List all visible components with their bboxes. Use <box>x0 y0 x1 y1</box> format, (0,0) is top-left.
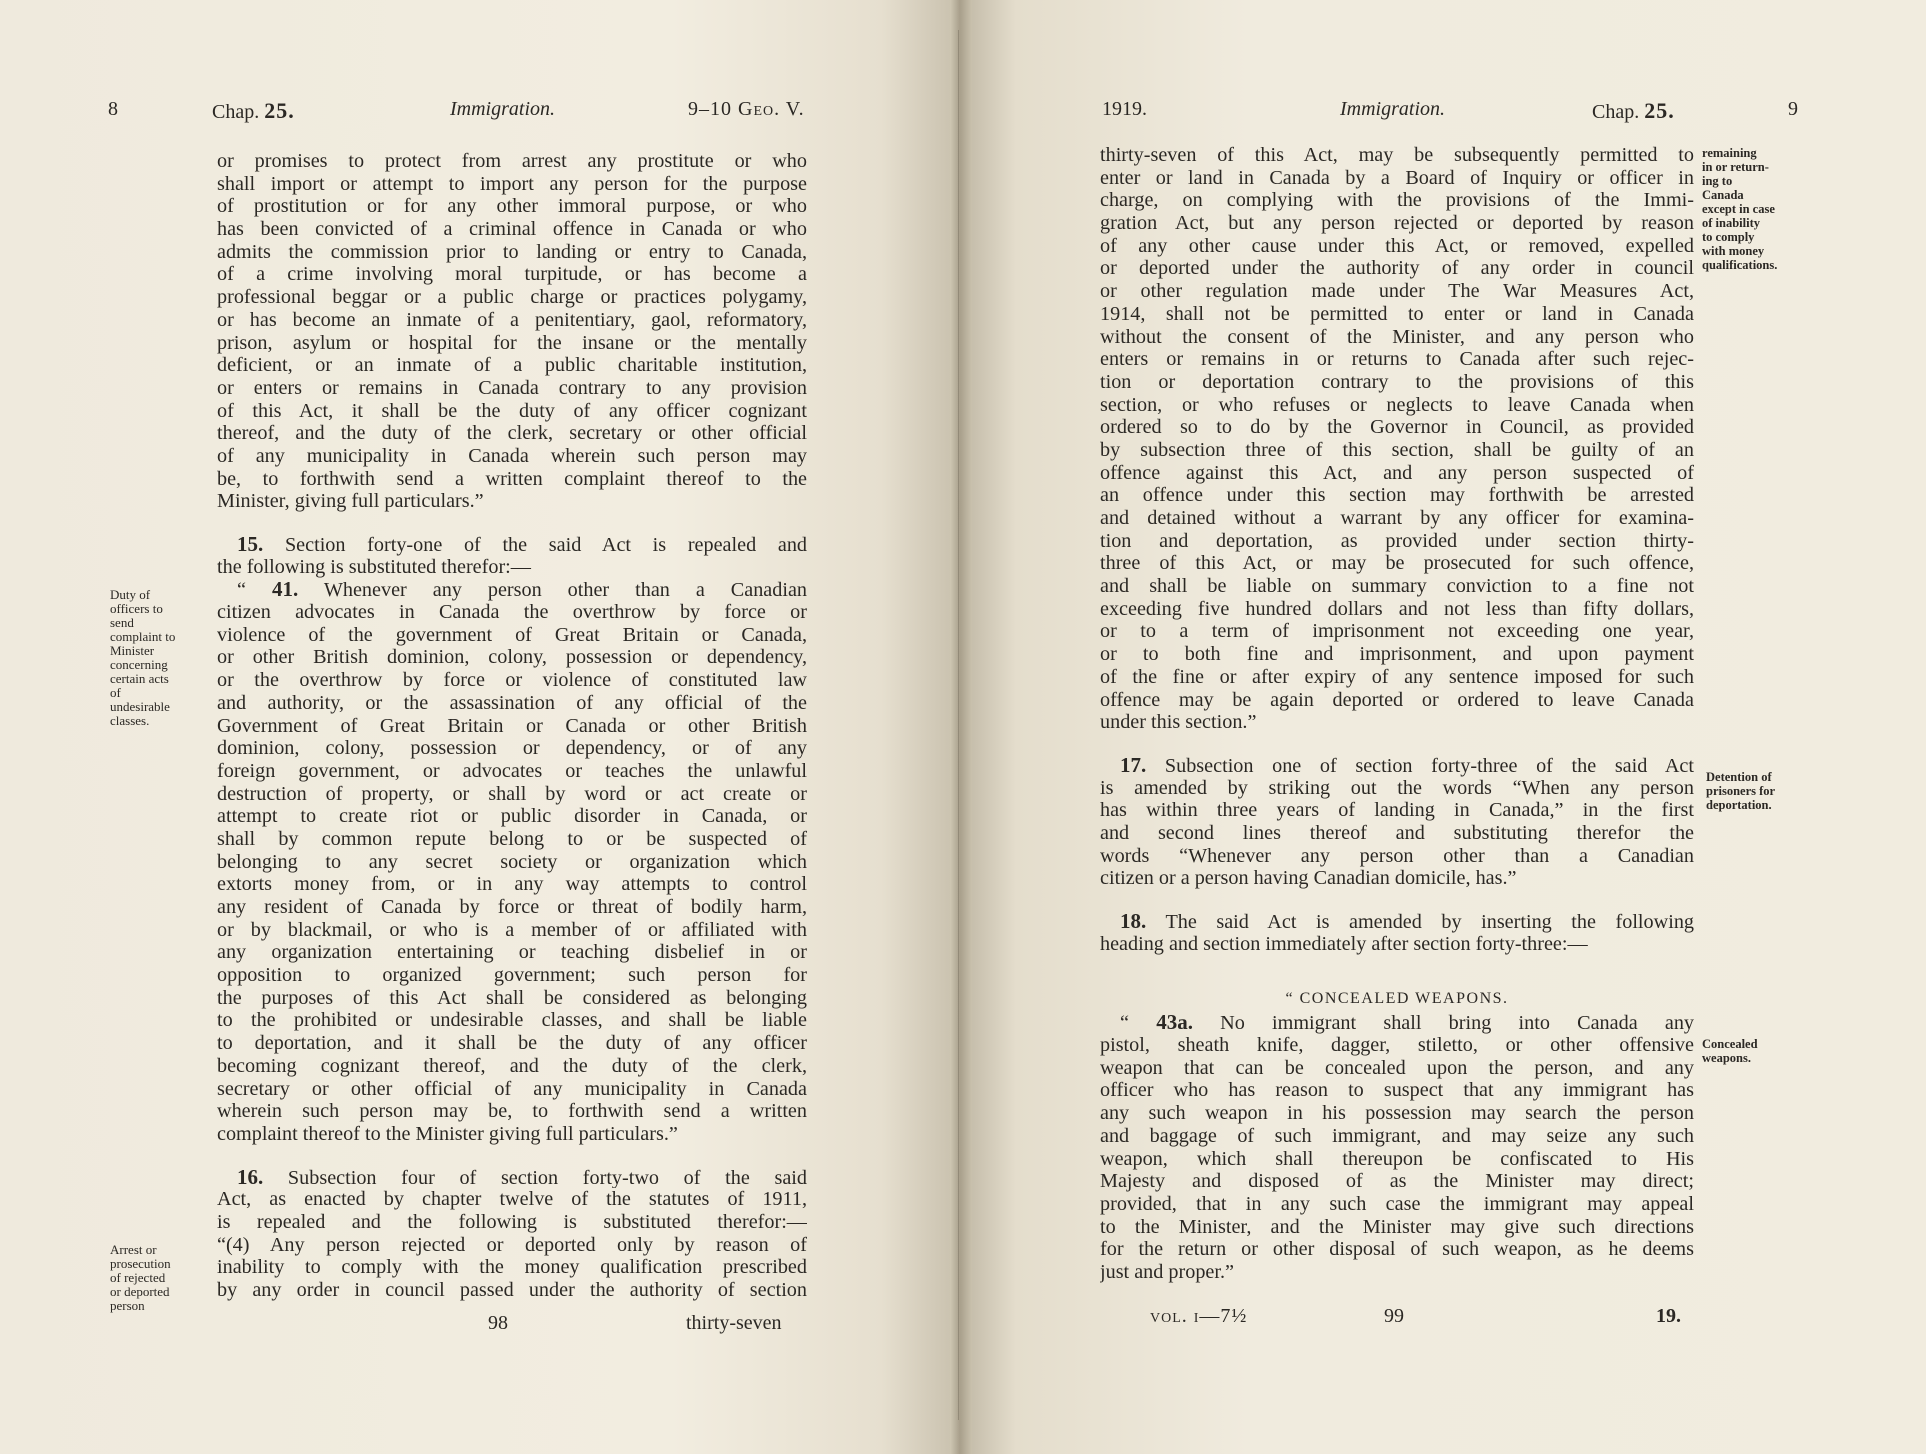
text-line: weapon, which shall thereupon be confiscated to His <box>1100 1147 1694 1170</box>
section-16-first-line <box>217 1166 807 1189</box>
text-line: attempt to create riot or public disorder in Canada, or <box>217 805 807 828</box>
text-line: wherein such person may be, to forthwith send a written <box>217 1100 807 1123</box>
text-line: tion or deportation contrary to the provisions of this <box>1100 370 1694 393</box>
text-line: for the return or other disposal of such weapon, as he deems <box>1100 1238 1694 1261</box>
text-line: to deportation, and it shall be the duty of any officer <box>217 1032 807 1055</box>
text-line: weapon that can be concealed upon the person, and any <box>1100 1056 1694 1079</box>
right-catchword: 19. <box>1656 1305 1681 1327</box>
text-line: provided, that in any such case the immigrant may appeal <box>1100 1192 1694 1215</box>
section-17 <box>1100 754 1694 890</box>
section-18-line: heading and section immediately after section forty-three:— <box>1100 932 1588 955</box>
margin-note-duty-of-officers: Duty of officers to send complaint to Minister concerning certain acts of undesirable classes. <box>110 587 176 728</box>
text-line: any such weapon in his possession may search the person <box>1100 1102 1694 1125</box>
text-line: the purposes of this Act shall be considered as belonging <box>217 986 807 1009</box>
text-line: thereof, and the duty of the clerk, secretary or other official <box>217 422 807 445</box>
right-year: 1919. <box>1102 98 1147 120</box>
text-line: by any order in council passed under the authority of section <box>217 1279 807 1301</box>
text-line: 1914, shall not be permitted to enter or land in Canada <box>1100 302 1694 325</box>
text-line: be, to forthwith send a written complaint thereof to the <box>217 467 807 490</box>
text-line: of prostitution or for any other immoral purpose, or who <box>217 195 807 218</box>
text-line: pistol, sheath knife, dagger, stiletto, or other offensive <box>1100 1034 1694 1057</box>
section-43a-quote: “ <box>1120 1012 1129 1035</box>
section-43a-lines <box>1100 1034 1694 1284</box>
text-line: Majesty and disposed of as the Minister may direct; <box>1100 1170 1694 1193</box>
text-line: enter or land in Canada by a Board of Inquiry or officer in <box>1100 166 1694 189</box>
text-line: exceeding five hundred dollars and not less than fifty dollars, <box>1100 597 1694 620</box>
text-line: words “Whenever any person other than a Canadian <box>1100 844 1694 867</box>
left-body <box>217 150 807 1302</box>
text-line: belonging to any secret society or organization which <box>217 850 807 873</box>
left-catchword: thirty-seven <box>686 1312 782 1334</box>
section-15-number: 15. <box>237 533 264 556</box>
concealed-weapons-heading: “ CONCEALED WEAPONS. <box>1285 990 1509 1007</box>
text-line: by subsection three of this section, shall be guilty of an <box>1100 438 1694 461</box>
section-15-line <box>217 533 807 556</box>
left-chapter-number: 25. <box>264 98 295 123</box>
text-line: of any municipality in Canada wherein such person may <box>217 444 807 467</box>
section-16-lines <box>217 1188 807 1301</box>
text-line: has been convicted of a criminal offence in Canada or who <box>217 218 807 241</box>
text-line: and shall be liable on summary conviction to a fine not <box>1100 575 1694 598</box>
text-line: dominion, colony, possession or dependency, or of any <box>217 737 807 760</box>
text-line: extorts money from, or in any way attempts to control <box>217 873 807 896</box>
text-line: or by blackmail, or who is a member of or affiliated with <box>217 918 807 941</box>
text-line: to the Minister, and the Minister may give such directions <box>1100 1215 1694 1238</box>
section-15-text: Section forty-one of the said Act is repealed and <box>284 534 807 556</box>
right-chapter <box>1592 98 1675 124</box>
text-line: becoming cognizant thereof, and the duty of the clerk, <box>217 1054 807 1077</box>
text-line: or to both fine and imprisonment, and upon payment <box>1100 643 1694 666</box>
section-18-number: 18. <box>1120 910 1147 933</box>
text-line: gration Act, but any person rejected or deported by reason <box>1100 212 1694 235</box>
right-signature-mark <box>1150 1305 1247 1328</box>
text-line: and authority, or the assassination of any official of the <box>217 691 807 714</box>
left-continuation-paragraph <box>217 150 807 513</box>
section-18-text: The said Act is amended by inserting the following <box>1165 911 1694 933</box>
gutter-fold-line <box>958 30 959 1420</box>
section-17-lines <box>1100 777 1694 890</box>
text-line: or other regulation made under The War Measures Act, <box>1100 280 1694 303</box>
section-43a <box>1100 1011 1694 1283</box>
book-gutter <box>950 0 972 1454</box>
text-line: opposition to organized government; such person for <box>217 964 807 987</box>
right-running-title: Immigration. <box>1340 98 1445 120</box>
left-chapter-label: Chap. <box>212 101 260 123</box>
right-folio: 99 <box>1384 1305 1404 1327</box>
text-line: of this Act, it shall be the duty of any officer cognizant <box>217 399 807 422</box>
section-16-number: 16. <box>237 1165 264 1189</box>
text-line: charge, on complying with the provisions of the Immi- <box>1100 189 1694 212</box>
section-18-first-line <box>1100 910 1694 933</box>
section-15-line: the following is substituted therefor:— <box>217 555 531 578</box>
margin-note-detention: Detention of prisoners for deportation. <box>1706 770 1776 812</box>
margin-note-arrest-prosecution: Arrest or prosecution of rejected or deported person <box>110 1242 171 1313</box>
section-43a-text: No immigrant shall bring into Canada any <box>1220 1012 1694 1035</box>
text-line: complaint thereof to the Minister giving full particulars.” <box>217 1122 678 1145</box>
left-chapter <box>212 98 295 124</box>
text-line: or to a term of imprisonment not exceeding one year, <box>1100 620 1694 643</box>
text-line: offence against this Act, and any person suspected of <box>1100 461 1694 484</box>
text-line: or other British dominion, colony, possession or dependency, <box>217 646 807 669</box>
text-line: secretary or other official of any municipality in Canada <box>217 1077 807 1100</box>
text-line: professional beggar or a public charge or practices polygamy, <box>217 286 807 309</box>
right-chapter-number: 25. <box>1644 98 1675 123</box>
left-regnal-year <box>688 98 805 121</box>
text-line: is repealed and the following is substituted therefor:— <box>217 1210 807 1233</box>
text-line: three of this Act, or may be prosecuted for such offence, <box>1100 552 1694 575</box>
text-line: offence may be again deported or ordered to leave Canada <box>1100 688 1694 711</box>
text-line: shall by common repute belong to or be suspected of <box>217 827 807 850</box>
text-line: of any other cause under this Act, or removed, expelled <box>1100 234 1694 257</box>
right-page-number: 9 <box>1788 98 1798 120</box>
section-41 <box>217 578 807 1145</box>
right-continuation-paragraph <box>1100 144 1694 734</box>
text-line: destruction of property, or shall by word or act create or <box>217 782 807 805</box>
text-line: an offence under this section may forthwith be arrested <box>1100 484 1694 507</box>
text-line: just and proper.” <box>1100 1260 1234 1283</box>
text-line: prison, asylum or hospital for the insane or the mentally <box>217 331 807 354</box>
text-line: officer who has reason to suspect that any immigrant has <box>1100 1079 1694 1102</box>
text-line: Government of Great Britain or Canada or other British <box>217 714 807 737</box>
section-41-quote: “ <box>237 579 246 602</box>
text-line: or has become an inmate of a penitentiary, gaol, reformatory, <box>217 308 807 331</box>
left-page-number: 8 <box>108 98 118 120</box>
right-body <box>1100 144 1694 1284</box>
text-line: “(4) Any person rejected or deported only by reason of <box>217 1233 807 1256</box>
section-17-first-line <box>1100 754 1694 777</box>
text-line: is amended by striking out the words “When any person <box>1100 776 1694 799</box>
section-43a-first-line <box>1100 1011 1694 1034</box>
text-line: tion and deportation, as provided under section thirty- <box>1100 529 1694 552</box>
right-chapter-label: Chap. <box>1592 101 1640 123</box>
regnal-text: 9–10 Geo. V. <box>688 98 805 120</box>
text-line: and second lines thereof and substituting therefor the <box>1100 821 1694 844</box>
signature-text: vol. i—7½ <box>1150 1305 1248 1327</box>
text-line: section, or who refuses or neglects to leave Canada when <box>1100 393 1694 416</box>
left-folio: 98 <box>488 1312 508 1334</box>
text-line: shall import or attempt to import any person for the purpose <box>217 172 807 195</box>
text-line: or deported under the authority of any order in council <box>1100 257 1694 280</box>
text-line: admits the commission prior to landing or entry to Canada, <box>217 240 807 263</box>
text-line: thirty-seven of this Act, may be subsequently permitted to <box>1100 144 1694 166</box>
text-line: under this section.” <box>1100 711 1257 734</box>
text-line: citizen advocates in Canada the overthrow by force or <box>217 601 807 624</box>
text-line: and detained without a warrant by any officer for examina- <box>1100 507 1694 529</box>
text-line: violence of the government of Great Britain or Canada, <box>217 623 807 646</box>
text-line: and baggage of such immigrant, and may seize any such <box>1100 1124 1694 1147</box>
section-18 <box>1100 910 1694 955</box>
text-line: to the prohibited or undesirable classes, and shall be liable <box>217 1009 807 1032</box>
section-17-text: Subsection one of section forty-three of the said Act <box>1164 754 1694 777</box>
text-line: has within three years of landing in Canada,” in the first <box>1100 799 1694 822</box>
text-line: ordered so to do by the Governor in Council, as provided <box>1100 416 1694 439</box>
section-41-number: 41. <box>271 578 299 602</box>
left-running-title: Immigration. <box>450 98 555 120</box>
text-line: enters or remains in or returns to Canada after such rejec- <box>1100 348 1694 371</box>
margin-note-concealed-weapons: Concealed weapons. <box>1702 1037 1758 1065</box>
text-line: of a crime involving moral turpitude, or has become a <box>217 263 807 286</box>
section-16 <box>217 1166 807 1302</box>
text-line: inability to comply with the money qualification prescribed <box>217 1256 807 1279</box>
text-line: deficient, or an inmate of a public charitable institution, <box>217 354 807 377</box>
text-line: Minister, giving full particulars.” <box>217 490 484 513</box>
section-15 <box>217 533 807 578</box>
text-line: citizen or a person having Canadian domicile, has.” <box>1100 867 1517 890</box>
text-line: of the fine or after expiry of any sentence imposed for such <box>1100 665 1694 688</box>
text-line: foreign government, or advocates or teaches the unlawful <box>217 759 807 782</box>
text-line: or promises to protect from arrest any prostitute or who <box>217 150 807 172</box>
margin-note-remaining-in-canada: remaining in or return- ing to Canada except in case of inability to comply with money qualifications. <box>1702 146 1778 272</box>
text-line: any resident of Canada by force or threat of bodily harm, <box>217 896 807 918</box>
text-line: any organization entertaining or teaching disbelief in or <box>217 941 807 964</box>
section-17-number: 17. <box>1120 753 1147 777</box>
text-line: or the overthrow by force or violence of constituted law <box>217 669 807 692</box>
section-41-text: Whenever any person other than a Canadian <box>323 579 807 602</box>
section-16-text: Subsection four of section forty-two of the said <box>287 1166 807 1189</box>
text-line: Act, as enacted by chapter twelve of the statutes of 1911, <box>217 1188 807 1211</box>
section-41-first-line <box>217 578 807 601</box>
text-line: without the consent of the Minister, and any person who <box>1100 325 1694 348</box>
section-43a-number: 43a. <box>1156 1011 1193 1035</box>
text-line: or enters or remains in Canada contrary to any provision <box>217 376 807 399</box>
section-41-lines <box>217 601 807 1146</box>
